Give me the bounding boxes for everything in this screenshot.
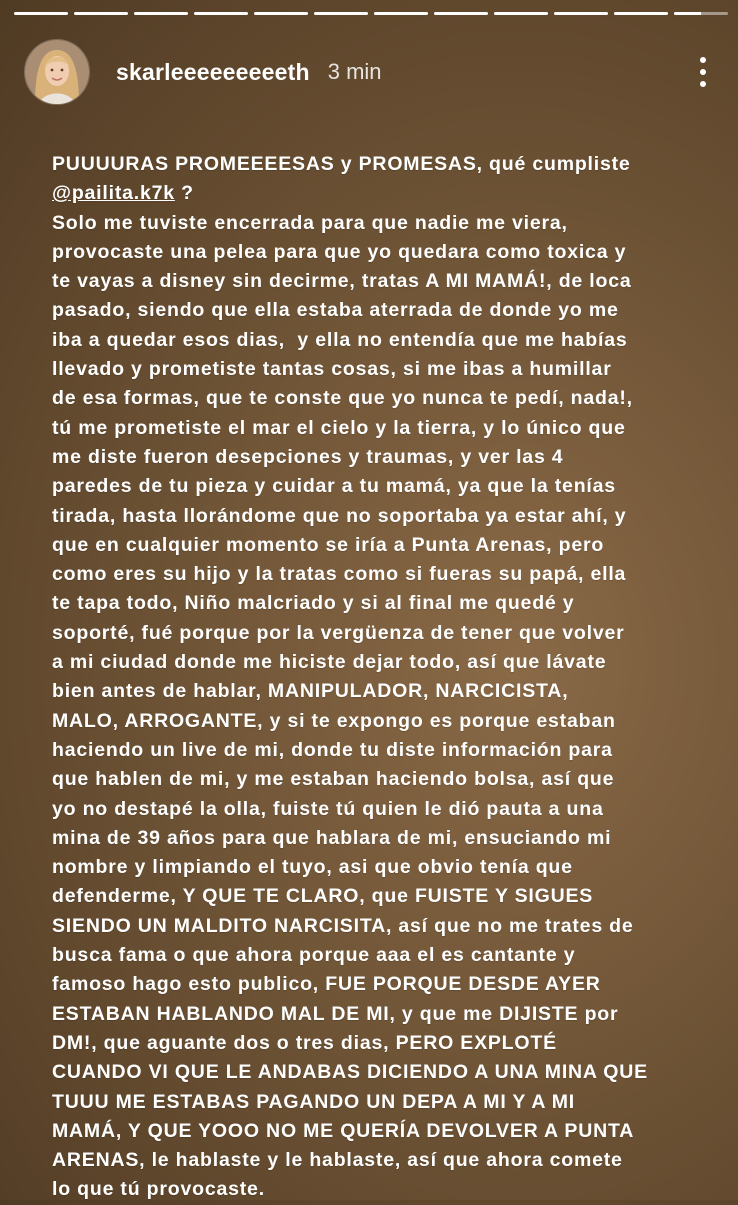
story-segment-fill (314, 12, 368, 15)
story-text-line: provocaste una pelea para que yo quedara como toxica y (52, 240, 627, 263)
story-progress-bars (14, 12, 728, 16)
story-segment-fill (74, 12, 128, 15)
story-text-line: tú me prometiste el mar el cielo y la tierra, y lo único que (52, 416, 626, 439)
story-text-line: te vayas a disney sin decirme, tratas A MI MAMÁ!, de loca (52, 270, 632, 293)
story-text-line: a mi ciudad donde me hiciste dejar todo, así que lávate (52, 651, 607, 674)
story-segment-fill (134, 12, 188, 15)
story-text-line: mina de 39 años para que hablara de mi, ensuciando mi (52, 826, 612, 849)
story-segment-fill (194, 12, 248, 15)
story-segment (614, 12, 668, 15)
story-text-line: famoso hago esto publico, FUE PORQUE DESDE AYER (52, 973, 601, 996)
story-text-line: bien antes de hablar, MANIPULADOR, NARCICISTA, (52, 680, 569, 703)
story-segment (554, 12, 608, 15)
story-text-line: que en cualquier momento se iría a Punta Arenas, pero (52, 533, 605, 556)
story-text-line: soporté, fué porque por la vergüenza de tener que volver (52, 621, 625, 644)
story-text-line: MAMÁ, Y QUE YOOO NO ME QUERÍA DEVOLVER A PUNTA (52, 1119, 635, 1142)
story-text-line: de esa formas, que te conste que yo nunca te pedí, nada!, (52, 387, 633, 410)
story-text-line: yo no destapé la olla, fuiste tú quien le dió pauta a una (52, 797, 604, 820)
story-text-line: paredes de tu pieza y cuidar a tu mamá, ya que la tenías (52, 475, 616, 498)
story-segment (674, 12, 728, 15)
story-segment-fill (254, 12, 308, 15)
story-text-line: que hablen de mi, y me estaban haciendo bolsa, así que (52, 768, 615, 791)
story-text-line: me diste fueron desepciones y traumas, y ver las 4 (52, 445, 564, 468)
story-text-line: haciendo un live de mi, donde tu diste información para (52, 738, 613, 761)
story-segment (14, 12, 68, 15)
story-text-line: TUUU ME ESTABAS PAGANDO UN DEPA A MI Y A MI (52, 1090, 576, 1113)
story-text-line: tirada, hasta llorándome que no soportaba ya estar ahí, y (52, 504, 627, 527)
story-text-line: te tapa todo, Niño malcriado y si al final me quedé y (52, 592, 575, 615)
story-text-line: lo que tú provocaste. (52, 1178, 265, 1201)
mention-link[interactable]: @pailita.k7k (52, 182, 175, 205)
story-text-line: MALO, ARROGANTE, y si te expongo es porque estaban (52, 709, 616, 732)
post-time: 3 min (327, 59, 382, 84)
story-text-line: ARENAS, le hablaste y le hablaste, así que ahora comete (52, 1149, 623, 1172)
story-segment-fill (554, 12, 608, 15)
story-segment (254, 12, 308, 15)
story-text-line: defenderme, Y QUE TE CLARO, que FUISTE Y SIGUES (52, 885, 594, 908)
story-segment (434, 12, 488, 15)
story-segment (494, 12, 548, 15)
story-segment-fill (674, 12, 701, 15)
story-segment-fill (374, 12, 428, 15)
story-segment (314, 12, 368, 15)
avatar[interactable] (24, 39, 90, 105)
story-segment (374, 12, 428, 15)
story-text-line: PUUUURAS PROMEEEESAS y PROMESAS, qué cumpliste (52, 153, 631, 175)
story-segment (194, 12, 248, 15)
story-text-line: ESTABAN HABLANDO MAL DE MI, y que me DIJISTE por (52, 1002, 619, 1025)
story-header (24, 40, 718, 104)
story-text (52, 150, 712, 1205)
avatar-image (25, 40, 89, 104)
story-text-line: CUANDO VI QUE LE ANDABAS DICIENDO A UNA MINA QUE (52, 1061, 648, 1084)
story-text-line: @pailita.k7k ? (52, 182, 194, 205)
story-text-line: busca fama o que ahora porque aaa el es cantante y (52, 944, 576, 967)
story-segment-fill (614, 12, 668, 15)
story-text-line: llevado y prometiste tantas cosas, si me ibas a humillar (52, 358, 612, 381)
story-text-line: Solo me tuviste encerrada para que nadie me viera, (52, 211, 568, 234)
story-segment-fill (434, 12, 488, 15)
story-segment (134, 12, 188, 15)
story-text-line: nombre y limpiando el tuyo, asi que obvio tenía que (52, 856, 573, 879)
story-segment-fill (14, 12, 68, 15)
story-text-line: como eres su hijo y la tratas como si fueras su papá, ella (52, 563, 627, 586)
more-vertical-icon[interactable] (688, 50, 718, 94)
story-segment-fill (494, 12, 548, 15)
story-text-line: DM!, que aguante dos o tres dias, PERO EXPLOTÉ (52, 1031, 557, 1054)
story-text-line: pasado, siendo que ella estaba aterrada de donde yo me (52, 299, 619, 322)
story-text-line: SIENDO UN MALDITO NARCISITA, así que no me trates de (52, 914, 634, 937)
story-text-line: iba a quedar esos dias, y ella no entendía que me habías (52, 328, 628, 351)
story-segment (74, 12, 128, 15)
username[interactable]: skarleeeeeeeeeth (116, 58, 310, 85)
